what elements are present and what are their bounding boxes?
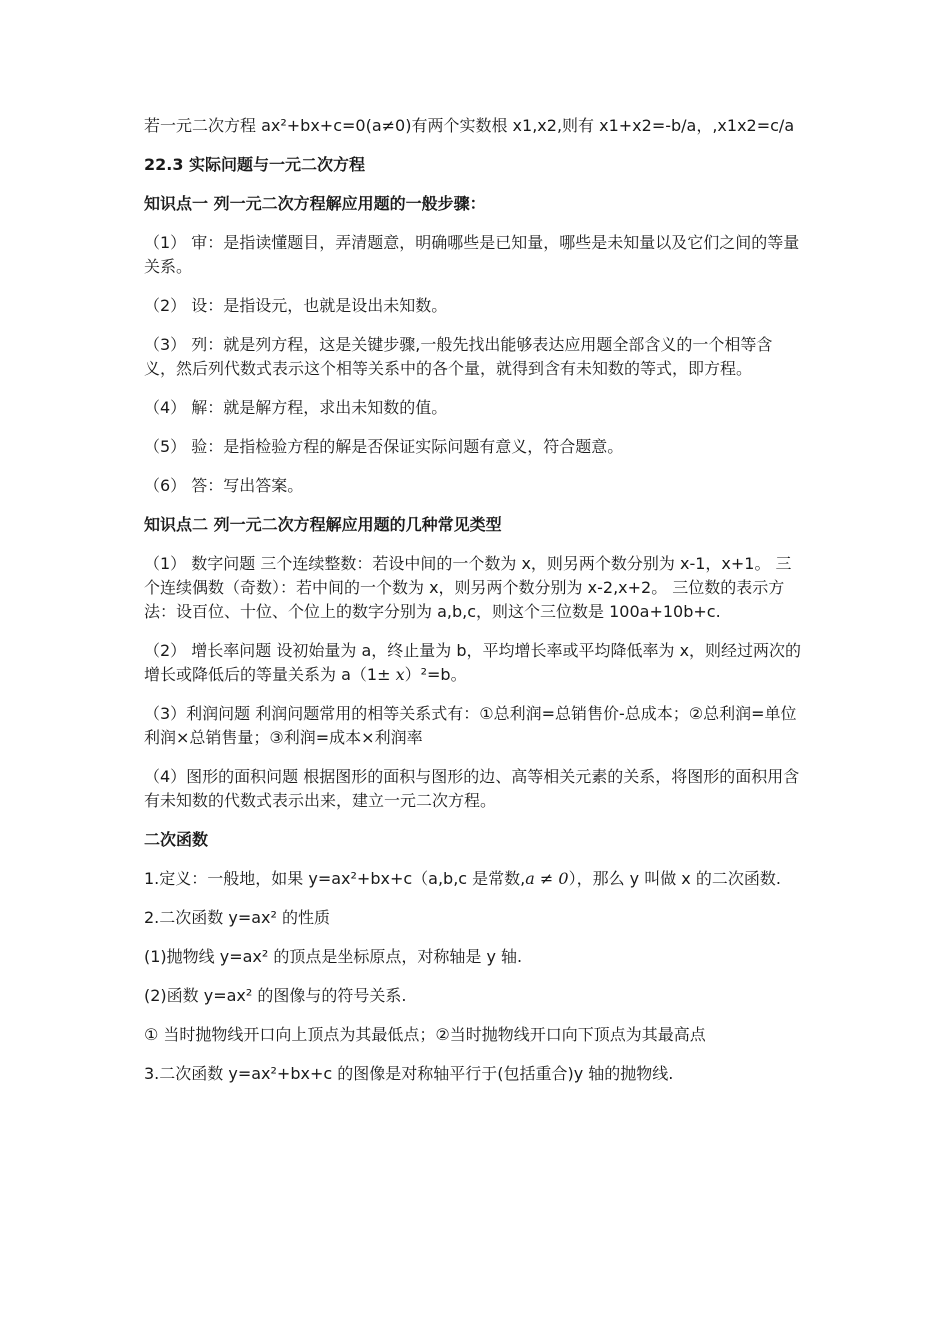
type-number-problem: （1） 数字问题 三个连续整数：若设中间的一个数为 x，则另两个数分别为 x-1，x+1。 三个连续偶数（奇数）：若中间的一个数为 x，则另两个数分别为 x-2,x+2。 三位数的表示方法：设百位、十位、个位上的数字分别为 a,b,c，则这个三位数是 100a+10b+c. [144,554,792,621]
section-heading-22-3: 22.3 实际问题与一元二次方程 [144,155,366,174]
type-growth-rate-problem [144,639,804,687]
property-3: ① 当时抛物线开口向上顶点为其最低点；②当时抛物线开口向下顶点为其最高点 [144,1025,706,1044]
definition-text-pre: 1.定义：一般地，如果 y=ax²+bx+c（a,b,c 是常数, [144,869,526,888]
property-1: (1)抛物线 y=ax² 的顶点是坐标原点，对称轴是 y 轴. [144,947,523,966]
step-1: （1） 审：是指读懂题目，弄清题意，明确哪些是已知量，哪些是未知量以及它们之间的等量关系。 [144,233,800,276]
vieta-paragraph: 若一元二次方程 ax²+bx+c=0(a≠0)有两个实数根 x1,x2,则有 x1+x2=-b/a，,x1x2=c/a [144,116,795,135]
step-4: （4） 解：就是解方程，求出未知数的值。 [144,398,448,417]
knowledge-point-1-heading: 知识点一 列一元二次方程解应用题的一般步骤： [144,194,486,213]
step-6: （6） 答：写出答案。 [144,476,304,495]
growth-text-post: ）²=b。 [404,665,467,684]
type-profit-problem: （3）利润问题 利润问题常用的相等关系式有：①总利润=总销售价-总成本；②总利润=单位利润×总销售量；③利润=成本×利润率 [144,704,797,747]
definition-text-post: ），那么 y 叫做 x 的二次函数. [568,869,781,888]
property-2: (2)函数 y=ax² 的图像与的符号关系. [144,986,407,1005]
document-page [144,114,804,1101]
property-heading: 2.二次函数 y=ax² 的性质 [144,908,331,927]
type-area-problem: （4）图形的面积问题 根据图形的面积与图形的边、高等相关元素的关系，将图形的面积用含有未知数的代数式表示出来，建立一元二次方程。 [144,767,800,810]
a-not-zero-formula: a ≠ 0 [525,869,569,888]
step-5: （5） 验：是指检验方程的解是否保证实际问题有意义，符合题意。 [144,437,624,456]
growth-formula: ± x [377,665,405,684]
growth-text-pre: （2） 增长率问题 设初始量为 a，终止量为 b，平均增长率或平均降低率为 x，则经过两次的增长或降低后的等量关系为 a（1 [144,641,802,684]
definition-paragraph [144,867,804,891]
step-2: （2） 设：是指设元，也就是设出未知数。 [144,296,448,315]
quadratic-function-heading: 二次函数 [144,830,209,849]
step-3: （3） 列：就是列方程，这是关键步骤,一般先找出能够表达应用题全部含义的一个相等含义，然后列代数式表示这个相等关系中的各个量，就得到含有未知数的等式，即方程。 [144,335,773,378]
knowledge-point-2-heading: 知识点二 列一元二次方程解应用题的几种常见类型 [144,515,502,534]
graph-paragraph: 3.二次函数 y=ax²+bx+c 的图像是对称轴平行于(包括重合)y 轴的抛物线. [144,1064,674,1083]
